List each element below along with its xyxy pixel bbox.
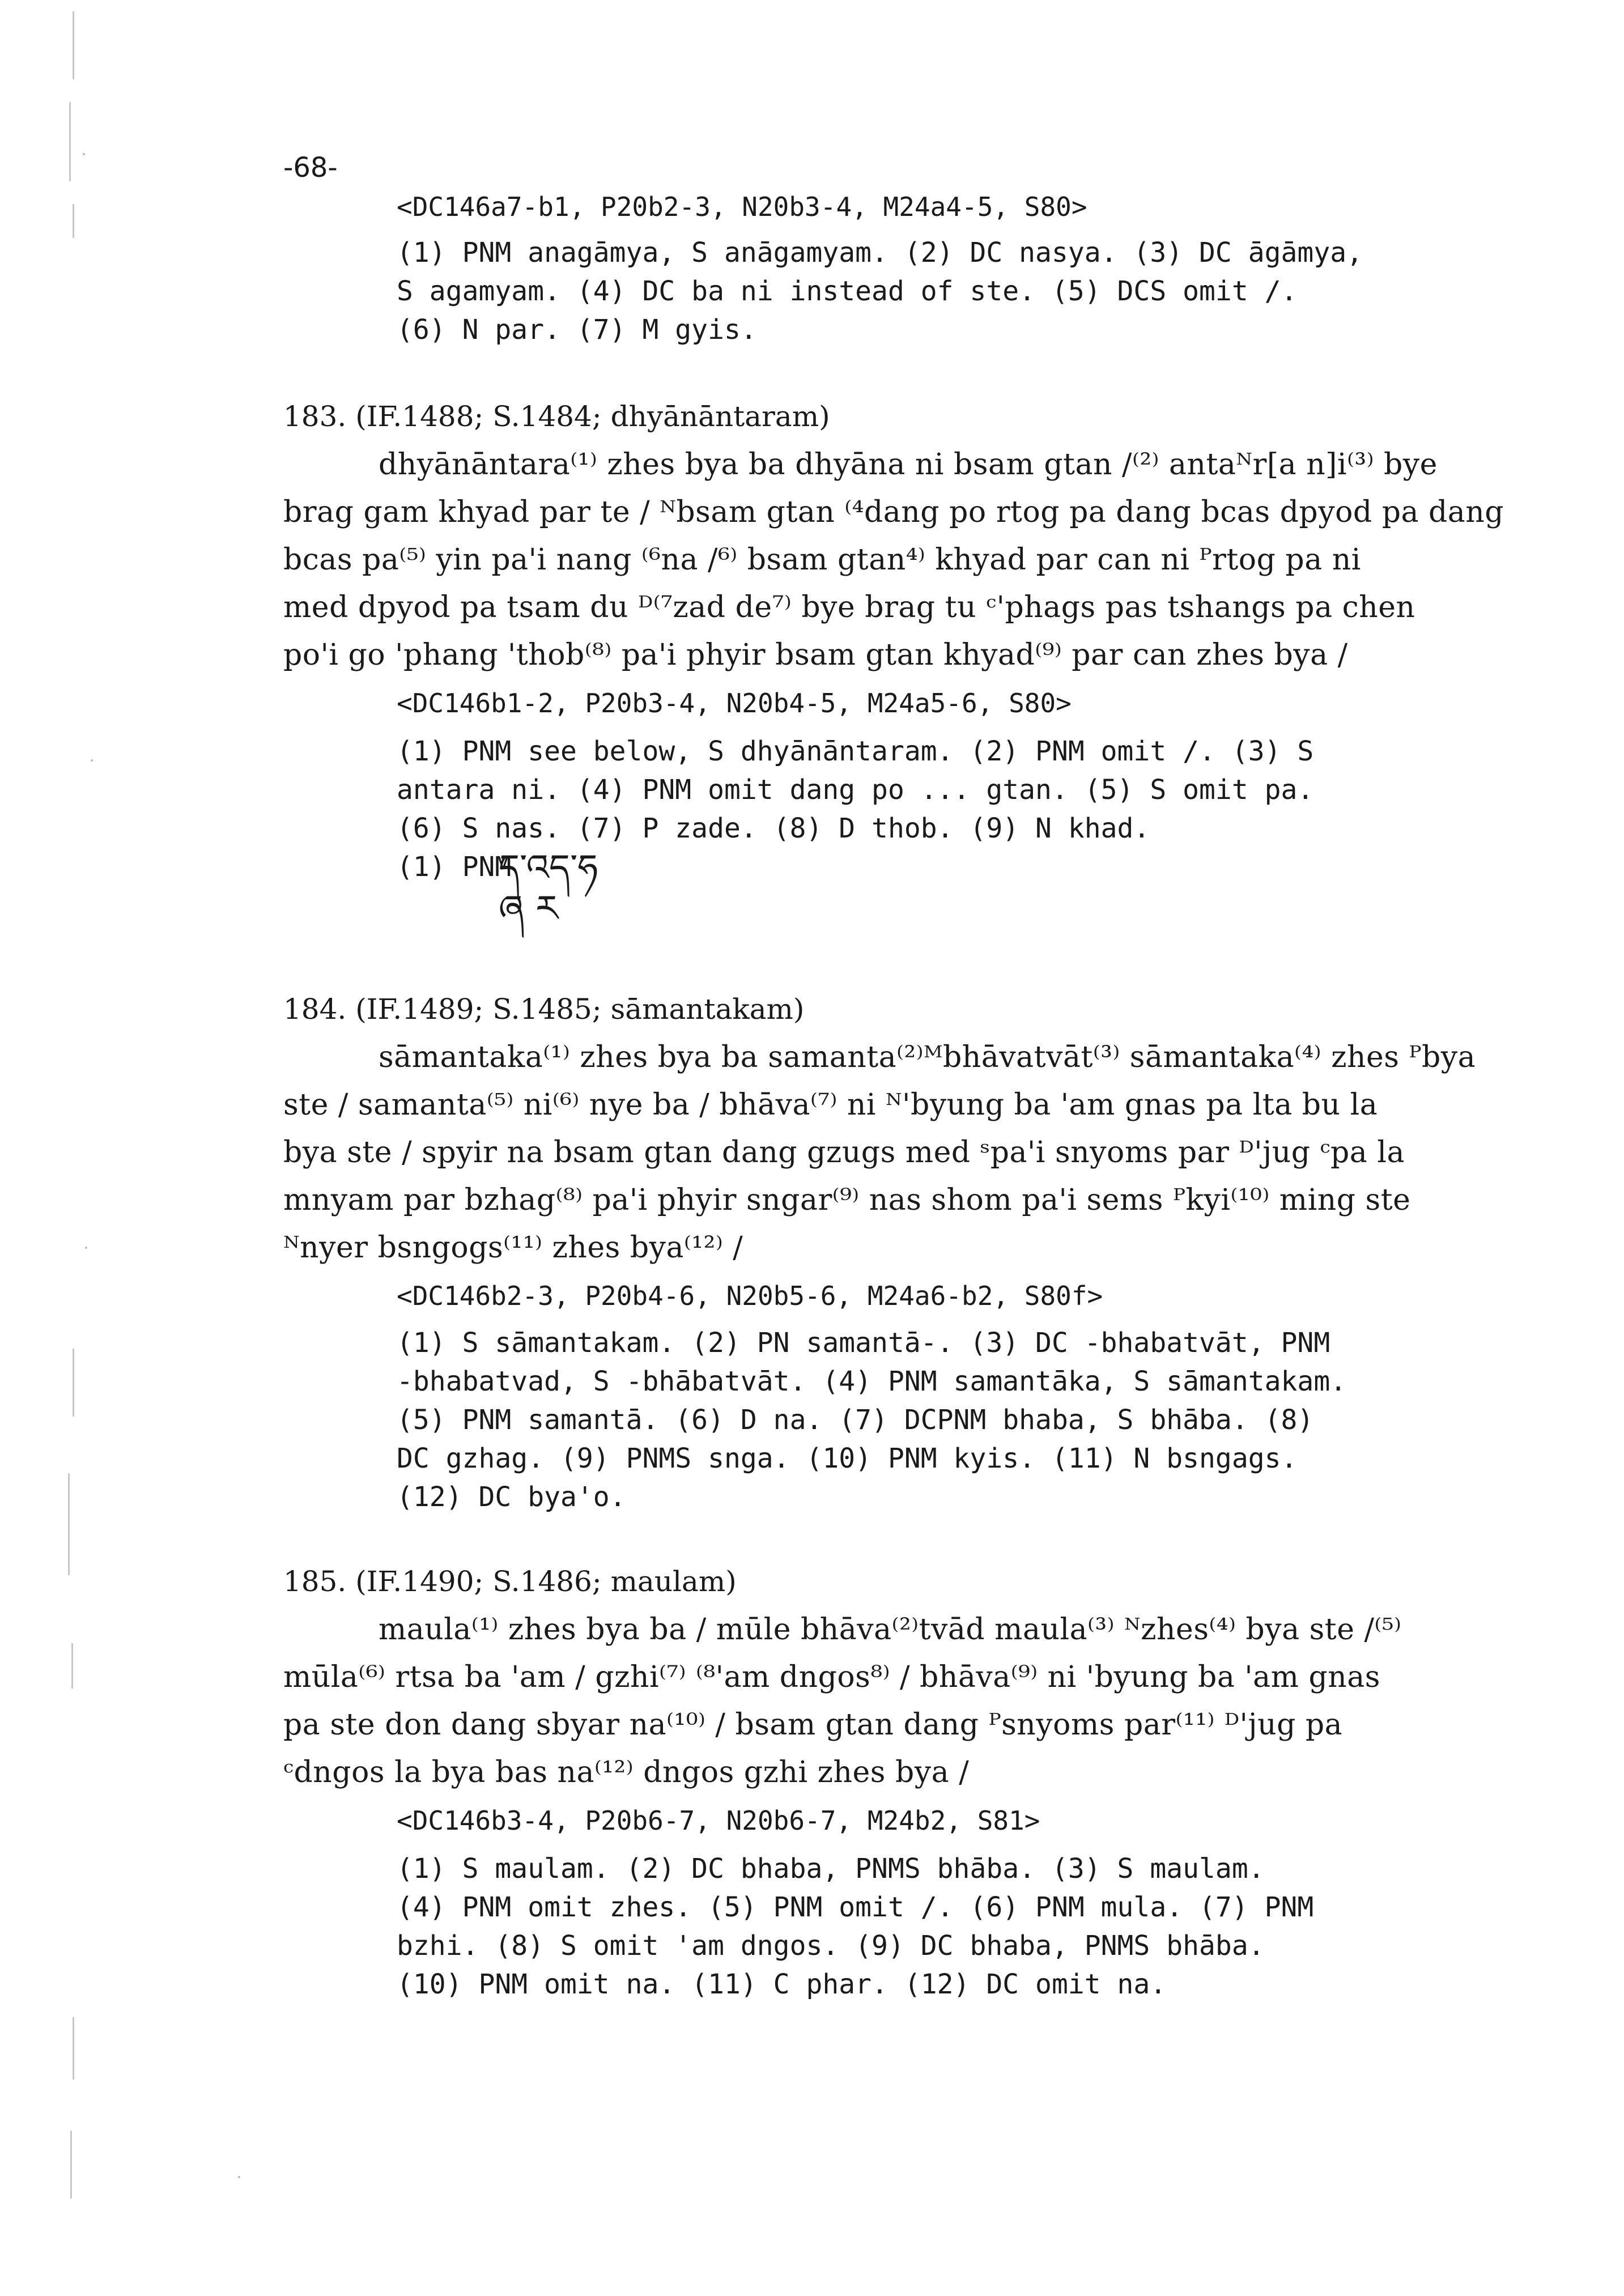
tibetan-script: ཞ ར	[499, 888, 559, 930]
scan-margin-mark	[70, 2131, 72, 2199]
source-ref: <DC146b2-3, P20b4-6, N20b5-6, M24a6-b2, S80f>	[397, 1281, 1103, 1311]
entry-text-line: ᶜdngos la bya bas na⁽¹²⁾ dngos gzhi zhes bya /	[283, 1755, 970, 1789]
footnote-line: (6) S nas. (7) P zade. (8) D thob. (9) N khad.	[397, 813, 1150, 844]
entry-text-line: ᴺnyer bsngogs⁽¹¹⁾ zhes bya⁽¹²⁾ /	[283, 1231, 743, 1265]
source-ref: <DC146b3-4, P20b6-7, N20b6-7, M24b2, S81>	[397, 1805, 1040, 1836]
footnote-line: (5) PNM samantā. (6) D na. (7) DCPNM bhaba, S bhāba. (8)	[397, 1404, 1314, 1436]
footnote-line: (1) S maulam. (2) DC bhaba, PNMS bhāba. (3) S maulam.	[397, 1853, 1265, 1885]
scan-margin-mark	[73, 1349, 74, 1417]
scan-margin-mark	[69, 102, 71, 181]
scan-speck	[238, 2176, 240, 2178]
source-ref: <DC146b1-2, P20b3-4, N20b4-5, M24a5-6, S80>	[397, 688, 1072, 718]
entry-text-line: bya ste / spyir na bsam gtan dang gzugs med ˢpa'i snyoms par ᴰ'jug ᶜpa la	[283, 1136, 1405, 1170]
footnote-line: (10) PNM omit na. (11) C phar. (12) DC omit na.	[397, 1968, 1167, 2000]
entry-text-line: mnyam par bzhag⁽⁸⁾ pa'i phyir sngar⁽⁹⁾ nas shom pa'i sems ᴾkyi⁽¹⁰⁾ ming ste	[283, 1183, 1411, 1217]
footnote-line: (12) DC bya'o.	[397, 1481, 626, 1513]
entry-text-line: po'i go 'phang 'thob⁽⁸⁾ pa'i phyir bsam gtan khyad⁽⁹⁾ par can zhes bya /	[283, 638, 1348, 672]
entry-text-line: med dpyod pa tsam du ᴰ⁽⁷zad de⁷⁾ bye brag tu ᶜ'phags pas tshangs pa chen	[283, 590, 1415, 624]
footnote-line: (6) N par. (7) M gyis.	[397, 314, 757, 346]
footnote-line: DC gzhag. (9) PNMS snga. (10) PNM kyis. (11) N bsngags.	[397, 1443, 1298, 1474]
tibetan-script: ད་འད་ཧ	[499, 847, 598, 889]
footnote-line: (4) PNM omit zhes. (5) PNM omit /. (6) PNM mula. (7) PNM	[397, 1891, 1314, 1923]
entry-heading-184: 184. (IF.1489; S.1485; sāmantakam)	[283, 993, 805, 1026]
scan-margin-mark	[73, 204, 74, 238]
footnote-line: (1) S sāmantakam. (2) PN samantā-. (3) DC -bhabatvāt, PNM	[397, 1327, 1330, 1359]
entry-text-line: sāmantaka⁽¹⁾ zhes bya ba samanta⁽²⁾ᴹbhāvatvāt⁽³⁾ sāmantaka⁽⁴⁾ zhes ᴾbya	[379, 1040, 1476, 1074]
entry-heading-185: 185. (IF.1490; S.1486; maulam)	[283, 1565, 737, 1598]
scan-margin-mark	[71, 1643, 73, 1689]
entry-text-line: bcas pa⁽⁵⁾ yin pa'i nang ⁽⁶na /⁶⁾ bsam gtan⁴⁾ khyad par can ni ᴾrtog pa ni	[283, 543, 1361, 577]
scan-margin-mark	[68, 1473, 70, 1575]
scan-speck	[83, 153, 85, 155]
entry-text-line: pa ste don dang sbyar na⁽¹⁰⁾ / bsam gtan dang ᴾsnyoms par⁽¹¹⁾ ᴰ'jug pa	[283, 1708, 1343, 1742]
page-number: -68-	[283, 152, 338, 184]
scan-margin-mark	[73, 2017, 74, 2080]
footnote-line: -bhabatvad, S -bhābatvāt. (4) PNM samantāka, S sāmantakam.	[397, 1366, 1347, 1397]
footnote-line: antara ni. (4) PNM omit dang po ... gtan. (5) S omit pa.	[397, 774, 1314, 806]
entry-text-line: ste / samanta⁽⁵⁾ ni⁽⁶⁾ nye ba / bhāva⁽⁷⁾ ni ᴺ'byung ba 'am gnas pa lta bu la	[283, 1088, 1378, 1122]
entry-text-line: dhyānāntara⁽¹⁾ zhes bya ba dhyāna ni bsam gtan /⁽²⁾ antaᴺr[a n]i⁽³⁾ bye	[379, 448, 1438, 482]
entry-text-line: mūla⁽⁶⁾ rtsa ba 'am / gzhi⁽⁷⁾ ⁽⁸'am dngos⁸⁾ / bhāva⁽⁹⁾ ni 'byung ba 'am gnas	[283, 1660, 1380, 1694]
source-ref: <DC146a7-b1, P20b2-3, N20b3-4, M24a4-5, S80>	[397, 192, 1087, 222]
footnote-line: (1) PNM	[397, 851, 512, 883]
footnote-line: (1) PNM anagāmya, S anāgamyam. (2) DC nasya. (3) DC āgāmya,	[397, 237, 1363, 269]
scan-speck	[85, 1247, 87, 1249]
scan-margin-mark	[73, 11, 74, 79]
footnote-line: S agamyam. (4) DC ba ni instead of ste. (5) DCS omit /.	[397, 275, 1298, 307]
footnote-line: (1) PNM see below, S dhyānāntaram. (2) PNM omit /. (3) S	[397, 735, 1314, 767]
footnote-line: bzhi. (8) S omit 'am dngos. (9) DC bhaba, PNMS bhāba.	[397, 1930, 1265, 1962]
entry-heading-183: 183. (IF.1488; S.1484; dhyānāntaram)	[283, 400, 830, 433]
entry-text-line: maula⁽¹⁾ zhes bya ba / mūle bhāva⁽²⁾tvād maula⁽³⁾ ᴺzhes⁽⁴⁾ bya ste /⁽⁵⁾	[379, 1613, 1402, 1647]
entry-text-line: brag gam khyad par te / ᴺbsam gtan ⁽⁴dang po rtog pa dang bcas dpyod pa dang	[283, 495, 1504, 529]
scan-speck	[91, 759, 93, 762]
